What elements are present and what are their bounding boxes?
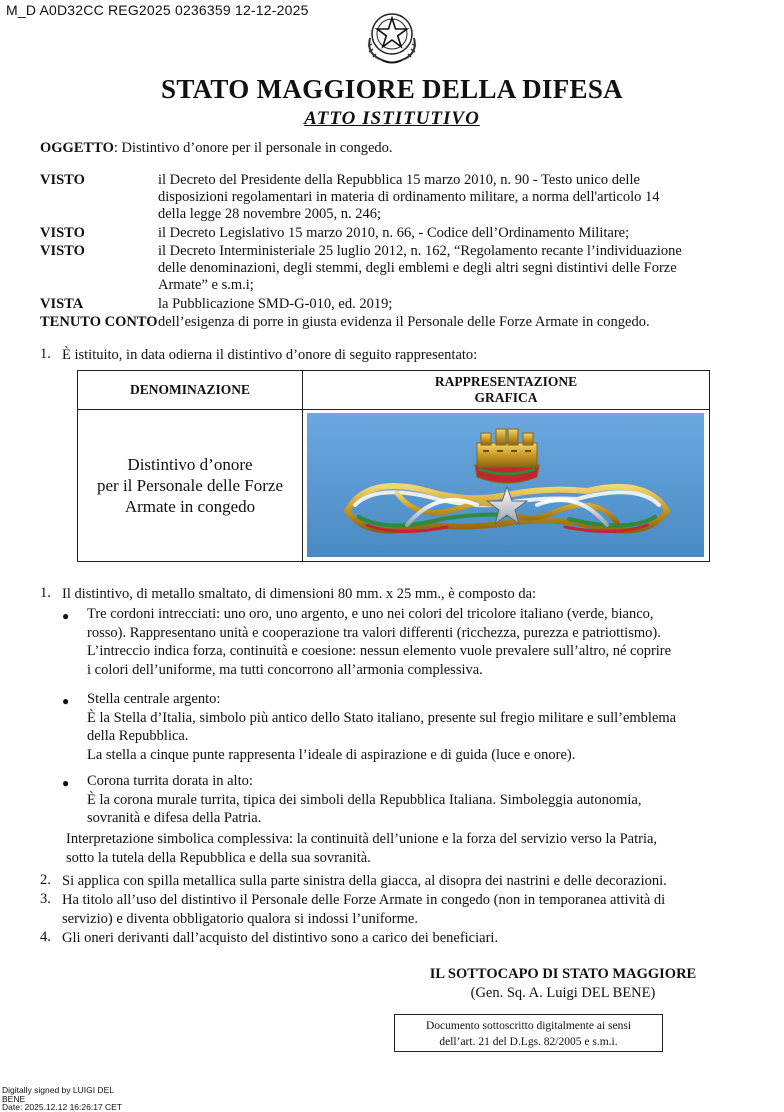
badge-image-cell [303, 410, 710, 562]
subject-line: OGGETTO: Distintivo d’onore per il personale in congedo. [40, 140, 393, 156]
bullet-icon: ● [62, 609, 70, 623]
point-text: È istituito, in data odierna il distintivo d’onore di seguito rappresentato: [62, 347, 478, 363]
signatory-title: IL SOTTOCAPO DI STATO MAGGIORE [429, 966, 697, 982]
signatory-name: (Gen. Sq. A. Luigi DEL BENE) [470, 985, 656, 1001]
point-text: Gli oneri derivanti dall’acquisto del distintivo sono a carico dei beneficiari. [62, 930, 499, 946]
digital-signature-stamp: Digitally signed by LUIGI DEL BENE Date: 2025.12.12 16:26:17 CET [2, 1085, 123, 1112]
premise-item: VISTO il Decreto Interministeriale 25 luglio 2012, n. 162, “Regolamento recante l’individuazione delle denominazioni, degli stemmi, degli emblemi e degli altri segni distintivi delle Forze Armate” e s.m.i; [40, 243, 682, 293]
bullet-text: Tre cordoni intrecciati: uno oro, uno argento, e uno nei colori del tricolore italiano (verde, bianco, rosso). Rappresentano unità e cooperazione tra valori differenti (ricchezza, purezza e patriottismo). L’intreccio indica forza, continuità e coesione: nessun elemento vuole prevalere sull’altro, né coprire i colori dell’uniforme, ma tutti concorrono all’armonia complessiva. [87, 606, 672, 678]
point-text: Ha titolo all’uso del distintivo il Personale delle Forze Armate in congedo (non in temporanea attività di servizio) e diventa obbligatorio qualora si indossi l’uniforme. [62, 892, 666, 927]
bullet-text: Corona turrita dorata in alto: È la corona murale turrita, tipica dei simboli della Repubblica Italiana. Simboleggia autonomia, sovranità e difesa della Patria. [87, 773, 642, 826]
digital-signature-box: Documento sottoscritto digitalmente ai sensi dell’art. 21 del D.Lgs. 82/2005 e s.m.i. [394, 1014, 663, 1052]
point-number: 2. [40, 872, 51, 888]
table-header-representation: RAPPRESENTAZIONE GRAFICA [303, 371, 710, 410]
premise-item: VISTO il Decreto Legislativo 15 marzo 2010, n. 66, - Codice dell’Ordinamento Militare; [40, 225, 630, 241]
badge-name: Distintivo d’onore per il Personale delle Forze Armate in congedo [78, 410, 303, 562]
badge-table [77, 370, 710, 562]
table-header-denomination: DENOMINAZIONE [78, 371, 303, 410]
point-number: 3. [40, 891, 51, 907]
point-text: Si applica con spilla metallica sulla parte sinistra della giacca, al disopra dei nastrini e delle decorazioni. [62, 873, 667, 889]
point-number: 1. [40, 346, 51, 362]
point-number: 1. [40, 585, 51, 601]
organization-title: STATO MAGGIORE DELLA DIFESA [161, 74, 623, 104]
italian-republic-emblem-icon [362, 4, 422, 66]
document-type: ATTO ISTITUTIVO [304, 108, 480, 129]
protocol-number: M_D A0D32CC REG2025 0236359 12-12-2025 [6, 2, 309, 18]
bullet-text: Stella centrale argento: È la Stella d’Italia, simbolo più antico dello Stato italiano, presente sul fregio militare e sull’emblema della Repubblica. La stella a cinque punte rappresenta l’ideale di aspirazione e di guida (luce e onore). [87, 691, 677, 763]
interpretation-text: Interpretazione simbolica complessiva: la continuità dell’unione e la forza del servizio verso la Patria, sotto la tutela della Repubblica e della sua sovranità. [66, 831, 658, 866]
premise-item: VISTO il Decreto del Presidente della Repubblica 15 marzo 2010, n. 90 - Testo unico delle disposizioni regolamentari in materia di ordinamento militare, a norma dell'articolo 14 della legge 28 novembre 2005, n. 246; [40, 172, 660, 222]
premise-item: TENUTO CONTO dell’esigenza di porre in giusta evidenza il Personale delle Forze Armate in congedo. [40, 314, 650, 330]
bullet-icon: ● [62, 694, 70, 708]
point-text: Il distintivo, di metallo smaltato, di dimensioni 80 mm. x 25 mm., è composto da: [62, 586, 537, 602]
bullet-icon: ● [62, 776, 70, 790]
premise-item: VISTA la Pubblicazione SMD-G-010, ed. 2019; [40, 296, 393, 312]
badge-image [307, 413, 704, 557]
point-number: 4. [40, 929, 51, 945]
